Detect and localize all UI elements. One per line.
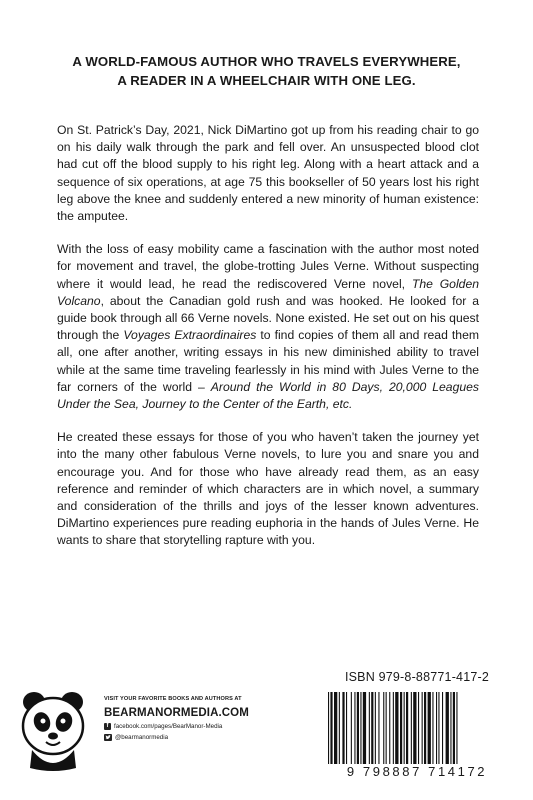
barcode [324, 692, 510, 764]
facebook-link[interactable] [104, 723, 304, 730]
barcode-bar [446, 692, 449, 764]
publisher-visit-text: VISIT YOUR FAVORITE BOOKS AND AUTHORS AT [104, 696, 242, 702]
barcode-bar [438, 692, 439, 764]
barcode-bar [360, 692, 361, 764]
panda-logo-icon [18, 688, 88, 772]
barcode-bar [328, 692, 329, 764]
barcode-bar [357, 692, 359, 764]
isbn-block [318, 666, 516, 788]
barcode-bar [428, 692, 431, 764]
blurb-paragraph-3: He created these essays for those of you who haven’t taken the journey yet into the many other fabulous Verne novels, to lure you and snare you and encourage you. And for those who have already read them, as an easy reference and reminder of which characters are in which novel, a summary and consideration of the thrills and joys of the lesser known adventures. DiMartino experiences pure reading euphoria in the hands of Jules Verne. He wants to share that storytelling rapture with you. [57, 430, 479, 548]
barcode-bar [339, 692, 340, 764]
barcode-bar [378, 692, 379, 764]
isbn-label: ISBN 979-8-88771-417-2 [344, 670, 490, 684]
facebook-icon: f [104, 723, 111, 730]
barcode-bar [351, 692, 352, 764]
barcode-bar [389, 692, 390, 764]
title-voyages-extraordinaires: Voyages Extraordinaires [123, 328, 257, 343]
twitter-link[interactable] [104, 734, 304, 741]
publisher-info [104, 696, 304, 741]
barcode-bar [371, 692, 373, 764]
barcode-bar [424, 692, 426, 764]
twitter-handle: @bearmanormedia [115, 734, 169, 741]
blurb-paragraph-1: On St. Patrick’s Day, 2021, Nick DiMartino got up from his reading chair to go on his daily walk through the park and fell over. An unsuspected blood clot had cut off the blood supply to his right leg. Along with a heart attack and a sequence of six operations, at age 75 this bookseller of 50 years lost his right leg above the knee and suddenly entered a new minority of human existence: the amputee. [57, 123, 479, 224]
barcode-bar [369, 692, 370, 764]
blurb [57, 122, 479, 566]
barcode-bar [400, 692, 402, 764]
barcode-bar [422, 692, 423, 764]
barcode-bar [453, 692, 455, 764]
barcode-bar [334, 692, 337, 764]
p2-text-a: With the loss of easy mobility came a fascination with the author most noted for movement and travel, the globe-trotting Jules Verne. Without suspecting where it would lead, he read the rediscovered Verne novel, [57, 242, 479, 291]
publisher-website[interactable]: BEARMANORMEDIA.COM [104, 707, 249, 719]
barcode-bar [354, 692, 355, 764]
headline-line-2: A READER IN A WHEELCHAIR WITH ONE LEG. [117, 73, 416, 88]
barcode-bar [346, 692, 347, 764]
facebook-url: facebook.com/pages/BearManor-Media [114, 723, 223, 730]
barcode-bar [342, 692, 344, 764]
barcode-bar [406, 692, 408, 764]
headline-line-1: A WORLD-FAMOUS AUTHOR WHO TRAVELS EVERYWHERE, [72, 54, 461, 69]
barcode-bar [450, 692, 451, 764]
barcode-bar [411, 692, 412, 764]
barcode-bar [436, 692, 437, 764]
barcode-bar [330, 692, 332, 764]
barcode-bar [456, 692, 457, 764]
barcode-bar [363, 692, 366, 764]
barcode-bar [395, 692, 398, 764]
p2-text-e: to find copies of them all and read them all, one after another, writing essays in his new diminished ability to travel while at the same time traveling fearlessly in his mind with Jules Verne to the far corners of the world – [57, 328, 479, 394]
p2-text-c: , about the Canadian gold rush and was hooked. He looked for a guide book through all 66 Verne novels. None existed. He set out on his quest through the [57, 293, 479, 343]
barcode-bar [383, 692, 384, 764]
barcode-bar [393, 692, 394, 764]
barcode-bar [432, 692, 433, 764]
barcode-bar [442, 692, 443, 764]
headline [40, 52, 493, 90]
barcode-bar [386, 692, 387, 764]
barcode-digits: 9 798887 714172 [346, 764, 488, 779]
title-golden-volcano: The Golden Volcano [57, 276, 480, 308]
barcode-bar [413, 692, 416, 764]
barcode-bar [404, 692, 405, 764]
barcode-bar [418, 692, 419, 764]
barcode-bar [375, 692, 376, 764]
title-list-verne-novels: Around the World in 80 Days, 20,000 Leagues Under the Sea, Journey to the Center of the Earth, etc. [57, 379, 479, 412]
blurb-paragraph-2 [57, 241, 479, 413]
twitter-icon [104, 734, 112, 741]
